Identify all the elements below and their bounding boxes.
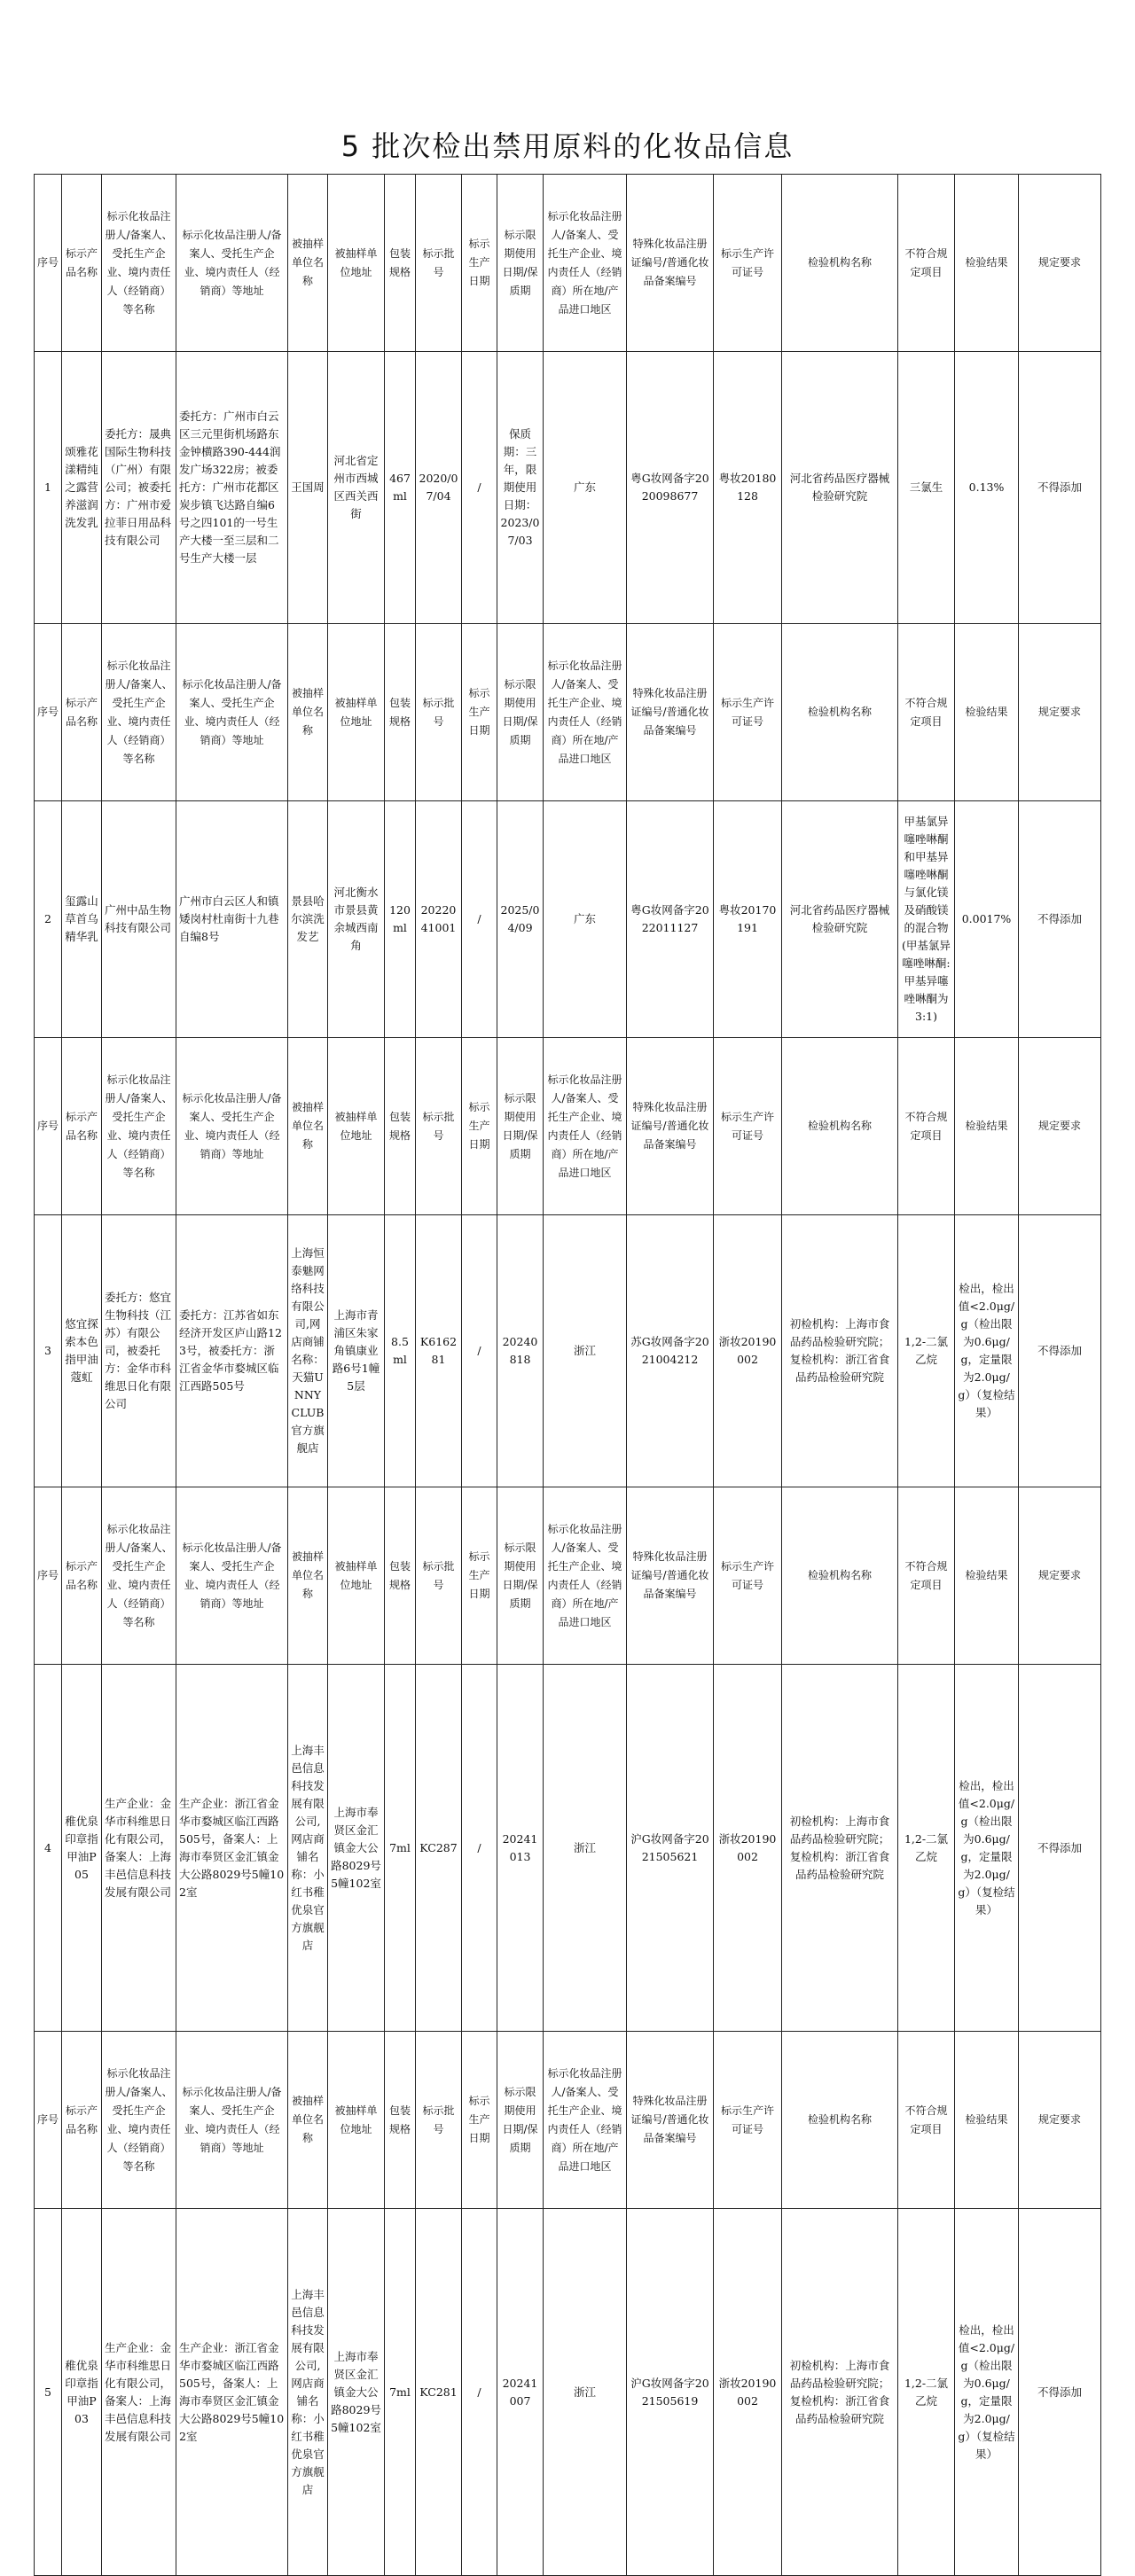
header-cell: 标示化妆品注册人/备案人、受托生产企业、境内责任人（经销商）等地址 — [176, 624, 288, 801]
table-cell: 生产企业：浙江省金华市婺城区临江西路505号，备案人：上海市奉贤区金汇镇金大公路8029号5幢102室 — [176, 1665, 288, 2032]
table-cell: 景县哈尔滨洗发艺 — [288, 801, 328, 1038]
header-cell: 检验机构名称 — [782, 1038, 898, 1215]
header-cell: 特殊化妆品注册证编号/普通化妆品备案编号 — [627, 1487, 714, 1665]
header-cell: 标示化妆品注册人/备案人、受托生产企业、境内责任人（经销商）等地址 — [176, 175, 288, 352]
table-cell: 河北省药品医疗器械检验研究院 — [782, 352, 898, 624]
header-cell: 被抽样单位地址 — [328, 2032, 385, 2209]
table-cell: 甲基氯异噻唑啉酮和甲基异噻唑啉酮与氯化镁及硝酸镁的混合物(甲基氯异噻唑啉酮:甲基异噻唑啉酮为3:1) — [898, 801, 955, 1038]
header-cell: 规定要求 — [1019, 175, 1101, 352]
table-cell: 20241007 — [497, 2209, 544, 2576]
header-cell: 被抽样单位名称 — [288, 1487, 328, 1665]
table-cell: 3 — [35, 1215, 62, 1487]
header-cell: 被抽样单位地址 — [328, 624, 385, 801]
table-cell: 上海市奉贤区金汇镇金大公路8029号5幢102室 — [328, 2209, 385, 2576]
header-cell: 标示化妆品注册人/备案人、受托生产企业、境内责任人（经销商）所在地/产品进口地区 — [544, 624, 627, 801]
header-row — [35, 2032, 1101, 2209]
table-cell: 生产企业：浙江省金华市婺城区临江西路505号，备案人：上海市奉贤区金汇镇金大公路8029号5幢102室 — [176, 2209, 288, 2576]
table-cell: 颂雅花漾精纯之露营养滋润洗发乳 — [62, 352, 102, 624]
table-cell: 2025/04/09 — [497, 801, 544, 1038]
header-cell: 检验机构名称 — [782, 2032, 898, 2209]
header-cell: 标示产品名称 — [62, 2032, 102, 2209]
header-cell: 特殊化妆品注册证编号/普通化妆品备案编号 — [627, 1038, 714, 1215]
header-cell: 标示产品名称 — [62, 624, 102, 801]
table-cell: 7ml — [385, 1665, 416, 2032]
table-cell: 生产企业：金华市科维思日化有限公司，备案人：上海丰邑信息科技发展有限公司 — [102, 1665, 176, 2032]
header-row — [35, 1487, 1101, 1665]
table-cell: / — [462, 1665, 497, 2032]
table-cell: 悠宜探索本色指甲油蔻虹 — [62, 1215, 102, 1487]
table-cell: 委托方：广州市白云区三元里街机场路东金钟横路390-444润发广场322房；被委托方：广州市花都区炭步镇飞达路自编6号之四101的一号生产大楼一至三层和二号生产大楼一层 — [176, 352, 288, 624]
header-cell: 检验结果 — [955, 624, 1019, 801]
table-cell: 不得添加 — [1019, 1215, 1101, 1487]
table-cell: 河北省药品医疗器械检验研究院 — [782, 801, 898, 1038]
table-cell: 120ml — [385, 801, 416, 1038]
header-cell: 检验结果 — [955, 1487, 1019, 1665]
header-cell: 标示化妆品注册人/备案人、受托生产企业、境内责任人（经销商）等地址 — [176, 2032, 288, 2209]
header-cell: 标示化妆品注册人/备案人、受托生产企业、境内责任人（经销商）等地址 — [176, 1038, 288, 1215]
table-cell: 稚优泉印章指甲油P05 — [62, 1665, 102, 2032]
header-cell: 标示化妆品注册人/备案人、受托生产企业、境内责任人（经销商）等地址 — [176, 1487, 288, 1665]
header-cell: 特殊化妆品注册证编号/普通化妆品备案编号 — [627, 624, 714, 801]
table-cell: 沪G妆网备字2021505621 — [627, 1665, 714, 2032]
header-cell: 标示化妆品注册人/备案人、受托生产企业、境内责任人（经销商）等名称 — [102, 624, 176, 801]
header-row — [35, 175, 1101, 352]
header-cell: 规定要求 — [1019, 624, 1101, 801]
header-cell: 标示生产许可证号 — [714, 1487, 782, 1665]
table-cell: 1 — [35, 352, 62, 624]
table-cell: 委托方：江苏省如东经济开发区庐山路123号，被委托方：浙江省金华市婺城区临江西路505号 — [176, 1215, 288, 1487]
header-row — [35, 1038, 1101, 1215]
table-cell: 河北衡水市景县黄余城西南角 — [328, 801, 385, 1038]
table-cell: 王国周 — [288, 352, 328, 624]
table-cell: 5 — [35, 2209, 62, 2576]
header-cell: 被抽样单位地址 — [328, 1038, 385, 1215]
header-cell: 检验结果 — [955, 2032, 1019, 2209]
header-cell: 标示批号 — [416, 2032, 462, 2209]
table-cell: 广州市白云区人和镇矮岗村杜南街十九巷自编8号 — [176, 801, 288, 1038]
header-cell: 标示限期使用日期/保质期 — [497, 624, 544, 801]
table-cell: KC287 — [416, 1665, 462, 2032]
table-cell: 初检机构：上海市食品药品检验研究院；复检机构：浙江省食品药品检验研究院 — [782, 2209, 898, 2576]
header-cell: 序号 — [35, 624, 62, 801]
table-cell: KC281 — [416, 2209, 462, 2576]
header-cell: 标示限期使用日期/保质期 — [497, 1487, 544, 1665]
header-cell: 标示生产日期 — [462, 1487, 497, 1665]
table-cell: 粤G妆网备字2020098677 — [627, 352, 714, 624]
table-cell: / — [462, 352, 497, 624]
header-cell: 包装规格 — [385, 1487, 416, 1665]
table-cell: 不得添加 — [1019, 2209, 1101, 2576]
header-cell: 标示批号 — [416, 1038, 462, 1215]
table-cell: 浙妆20190002 — [714, 1215, 782, 1487]
header-cell: 不符合规定项目 — [898, 1038, 955, 1215]
table-cell: 不得添加 — [1019, 801, 1101, 1038]
table-cell: 2022041001 — [416, 801, 462, 1038]
header-cell: 包装规格 — [385, 175, 416, 352]
table-cell: 上海市奉贤区金汇镇金大公路8029号5幢102室 — [328, 1665, 385, 2032]
table-cell: / — [462, 801, 497, 1038]
table-cell: 1,2-二氯乙烷 — [898, 2209, 955, 2576]
header-cell: 序号 — [35, 1487, 62, 1665]
table-cell: 2020/07/04 — [416, 352, 462, 624]
header-cell: 被抽样单位名称 — [288, 175, 328, 352]
table-cell: 浙江 — [544, 1215, 627, 1487]
header-cell: 被抽样单位名称 — [288, 1038, 328, 1215]
cosmetics-table — [34, 174, 1101, 2576]
page-title: 5 批次检出禁用原料的化妆品信息 — [340, 129, 794, 163]
header-cell: 标示生产日期 — [462, 175, 497, 352]
header-cell: 标示生产日期 — [462, 2032, 497, 2209]
header-cell: 规定要求 — [1019, 2032, 1101, 2209]
table-cell: K616281 — [416, 1215, 462, 1487]
header-cell: 标示批号 — [416, 175, 462, 352]
table-cell: 7ml — [385, 2209, 416, 2576]
header-cell: 标示生产许可证号 — [714, 175, 782, 352]
table-cell: 1,2-二氯乙烷 — [898, 1665, 955, 2032]
table-row — [35, 1215, 1101, 1487]
header-cell: 标示化妆品注册人/备案人、受托生产企业、境内责任人（经销商）等名称 — [102, 1038, 176, 1215]
header-cell: 标示化妆品注册人/备案人、受托生产企业、境内责任人（经销商）所在地/产品进口地区 — [544, 1487, 627, 1665]
table-cell: 0.0017% — [955, 801, 1019, 1038]
header-cell: 包装规格 — [385, 2032, 416, 2209]
table-cell: 稚优泉印章指甲油P03 — [62, 2209, 102, 2576]
header-cell: 标示化妆品注册人/备案人、受托生产企业、境内责任人（经销商）等名称 — [102, 175, 176, 352]
table-cell: 广东 — [544, 352, 627, 624]
header-cell: 检验结果 — [955, 175, 1019, 352]
table-cell: 检出，检出值<2.0μg/g（检出限为0.6μg/g，定量限为2.0μg/g）（复检结果） — [955, 1665, 1019, 2032]
table-cell: 初检机构：上海市食品药品检验研究院；复检机构：浙江省食品药品检验研究院 — [782, 1665, 898, 2032]
header-cell: 标示产品名称 — [62, 1487, 102, 1665]
table-cell: 粤妆20180128 — [714, 352, 782, 624]
header-cell: 包装规格 — [385, 1038, 416, 1215]
table-body — [35, 175, 1101, 2576]
header-cell: 标示生产许可证号 — [714, 624, 782, 801]
header-cell: 标示生产日期 — [462, 1038, 497, 1215]
header-cell: 规定要求 — [1019, 1038, 1101, 1215]
table-cell: 检出，检出值<2.0μg/g（检出限为0.6μg/g，定量限为2.0μg/g）（复检结果） — [955, 1215, 1019, 1487]
table-cell: 4 — [35, 1665, 62, 2032]
table-cell: 沪G妆网备字2021505619 — [627, 2209, 714, 2576]
header-cell: 标示生产许可证号 — [714, 2032, 782, 2209]
table-cell: / — [462, 2209, 497, 2576]
header-cell: 标示化妆品注册人/备案人、受托生产企业、境内责任人（经销商）等名称 — [102, 1487, 176, 1665]
header-row — [35, 624, 1101, 801]
header-cell: 标示产品名称 — [62, 1038, 102, 1215]
header-cell: 被抽样单位名称 — [288, 2032, 328, 2209]
header-cell: 不符合规定项目 — [898, 175, 955, 352]
table-cell: 浙妆20190002 — [714, 2209, 782, 2576]
table-row — [35, 352, 1101, 624]
table-cell: 8.5ml — [385, 1215, 416, 1487]
table-cell: 河北省定州市西城区西关西街 — [328, 352, 385, 624]
table-cell: 广州中品生物科技有限公司 — [102, 801, 176, 1038]
table-cell: 保质期：三年，限期使用日期：2023/07/03 — [497, 352, 544, 624]
header-cell: 检验机构名称 — [782, 175, 898, 352]
table-cell: 浙江 — [544, 2209, 627, 2576]
header-cell: 特殊化妆品注册证编号/普通化妆品备案编号 — [627, 2032, 714, 2209]
table-cell: 苏G妆网备字2021004212 — [627, 1215, 714, 1487]
table-cell: 0.13% — [955, 352, 1019, 624]
header-cell: 标示批号 — [416, 624, 462, 801]
header-cell: 序号 — [35, 175, 62, 352]
header-cell: 标示批号 — [416, 1487, 462, 1665]
header-cell: 标示限期使用日期/保质期 — [497, 1038, 544, 1215]
table-cell: 上海恒泰魅网络科技有限公司,网店商铺名称：天猫UNNYCLUB官方旗舰店 — [288, 1215, 328, 1487]
header-cell: 检验机构名称 — [782, 624, 898, 801]
header-cell: 被抽样单位地址 — [328, 1487, 385, 1665]
header-cell: 特殊化妆品注册证编号/普通化妆品备案编号 — [627, 175, 714, 352]
header-cell: 标示限期使用日期/保质期 — [497, 175, 544, 352]
table-cell: 上海市青浦区朱家角镇康业路6号1幢5层 — [328, 1215, 385, 1487]
table-cell: 广东 — [544, 801, 627, 1038]
table-cell: 20241013 — [497, 1665, 544, 2032]
header-cell: 被抽样单位地址 — [328, 175, 385, 352]
header-cell: 检验结果 — [955, 1038, 1019, 1215]
table-cell: 检出，检出值<2.0μg/g（检出限为0.6μg/g，定量限为2.0μg/g）（复检结果） — [955, 2209, 1019, 2576]
header-cell: 标示化妆品注册人/备案人、受托生产企业、境内责任人（经销商）所在地/产品进口地区 — [544, 1038, 627, 1215]
header-cell: 标示产品名称 — [62, 175, 102, 352]
header-cell: 标示生产许可证号 — [714, 1038, 782, 1215]
table-cell: 三氯生 — [898, 352, 955, 624]
header-cell: 序号 — [35, 2032, 62, 2209]
table-cell: 2 — [35, 801, 62, 1038]
header-cell: 标示化妆品注册人/备案人、受托生产企业、境内责任人（经销商）等名称 — [102, 2032, 176, 2209]
table-cell: 浙妆20190002 — [714, 1665, 782, 2032]
table-cell: / — [462, 1215, 497, 1487]
header-cell: 检验机构名称 — [782, 1487, 898, 1665]
table-cell: 生产企业：金华市科维思日化有限公司，备案人：上海丰邑信息科技发展有限公司 — [102, 2209, 176, 2576]
table-cell: 20240818 — [497, 1215, 544, 1487]
table-cell: 467ml — [385, 352, 416, 624]
table-cell: 不得添加 — [1019, 1665, 1101, 2032]
table-cell: 上海丰邑信息科技发展有限公司,网店商铺名称：小红书稚优泉官方旗舰店 — [288, 1665, 328, 2032]
table-cell: 玺露山草首乌精华乳 — [62, 801, 102, 1038]
table-cell: 不得添加 — [1019, 352, 1101, 624]
table-row — [35, 1665, 1101, 2032]
table-row — [35, 801, 1101, 1038]
header-cell: 不符合规定项目 — [898, 2032, 955, 2209]
table-cell: 粤妆20170191 — [714, 801, 782, 1038]
table-cell: 委托方：晟典国际生物科技（广州）有限公司；被委托方：广州市爱拉菲日用品科技有限公司 — [102, 352, 176, 624]
header-cell: 序号 — [35, 1038, 62, 1215]
table-cell: 1,2-二氯乙烷 — [898, 1215, 955, 1487]
header-cell: 被抽样单位名称 — [288, 624, 328, 801]
table-cell: 上海丰邑信息科技发展有限公司,网店商铺名称：小红书稚优泉官方旗舰店 — [288, 2209, 328, 2576]
header-cell: 规定要求 — [1019, 1487, 1101, 1665]
header-cell: 标示生产日期 — [462, 624, 497, 801]
table-cell: 粤G妆网备字2022011127 — [627, 801, 714, 1038]
table-cell: 委托方：悠宜生物科技（江苏）有限公司，被委托方：金华市科维思日化有限公司 — [102, 1215, 176, 1487]
table-cell: 初检机构：上海市食品药品检验研究院；复检机构：浙江省食品药品检验研究院 — [782, 1215, 898, 1487]
header-cell: 标示化妆品注册人/备案人、受托生产企业、境内责任人（经销商）所在地/产品进口地区 — [544, 175, 627, 352]
header-cell: 不符合规定项目 — [898, 1487, 955, 1665]
header-cell: 包装规格 — [385, 624, 416, 801]
table-row — [35, 2209, 1101, 2576]
table-cell: 浙江 — [544, 1665, 627, 2032]
header-cell: 标示化妆品注册人/备案人、受托生产企业、境内责任人（经销商）所在地/产品进口地区 — [544, 2032, 627, 2209]
header-cell: 不符合规定项目 — [898, 624, 955, 801]
header-cell: 标示限期使用日期/保质期 — [497, 2032, 544, 2209]
